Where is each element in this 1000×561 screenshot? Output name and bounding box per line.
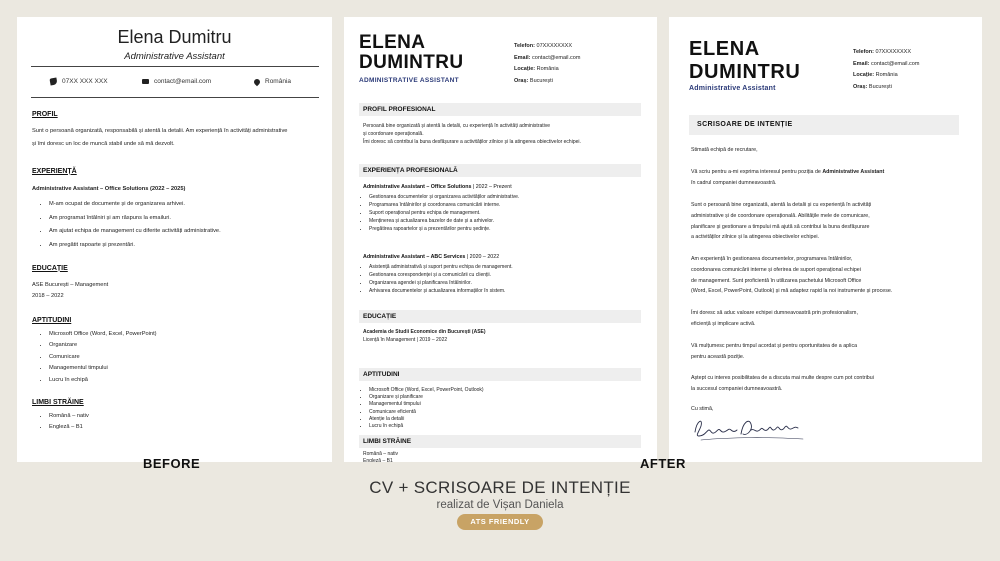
list-item: • Managementul timpului — [369, 401, 484, 408]
phone-icon — [49, 77, 57, 85]
list-item: • Lucru în echipă — [49, 375, 157, 386]
location-pin-icon — [253, 77, 261, 85]
list-item: • Microsoft Office (Word, Excel, PowerPoint, Outlook) — [369, 387, 484, 394]
ats-friendly-badge: ATS FRIENDLY — [457, 514, 543, 530]
profil-text: Persoană bine organizată și atentă la detalii, cu experiență în activități administrative și coordonare operațională. Îmi doresc să contribui la buna desfășurare a activităților zilnice și la atingerea obiectivelor echipei. — [363, 123, 581, 145]
list-item: • Gestionarea corespondenței și a comunicării cu clienții. — [369, 272, 513, 280]
list-item: • Organizarea agendei și planificarea întâlnirilor. — [369, 280, 513, 288]
list-item: • Engleză – B1 — [49, 422, 89, 433]
list-item: • Organizare — [49, 340, 157, 351]
list-item: • Am programat întâlniri și am răspuns la emailuri. — [49, 212, 221, 225]
after-label: AFTER — [640, 456, 686, 471]
letter-closing: Cu stimă, — [691, 406, 714, 412]
section-title-aptitudini: APTITUDINI — [32, 317, 72, 324]
signature — [691, 412, 811, 444]
mail-icon — [142, 79, 149, 85]
section-title-limbi: LIMBI STRĂINE — [32, 399, 84, 406]
job-title: Administrative Assistant – ABC Services | 2020 – 2022 — [363, 254, 500, 260]
list-item: • Atenție la detalii — [369, 416, 484, 423]
job1-list — [369, 194, 519, 234]
contact-email: contact@email.com — [142, 78, 211, 85]
list-item: • Microsoft Office (Word, Excel, PowerPoint) — [49, 329, 157, 340]
section-title-profil: PROFIL PROFESIONAL — [359, 103, 641, 116]
letter-paragraph-1: Vă scriu pentru a-mi exprima interesul pentru poziția de Administrative Assistant în cadrul companiei dumneavoastră. — [691, 169, 885, 186]
letter-name: ELENA DUMINTRU — [689, 38, 801, 83]
contact-phone: 07XX XXX XXX — [50, 78, 108, 85]
contact-block: Telefon: 07XXXXXXXX Email: contact@email.com Locație: România Oraș: București — [514, 43, 581, 84]
list-item: • Menținerea și actualizarea bazelor de date și a arhivelor. — [369, 218, 519, 226]
languages-text: Română – nativ Engleză – B1 — [363, 451, 399, 462]
section-title-aptitudini: APTITUDINI — [359, 368, 641, 381]
before-label: BEFORE — [143, 456, 201, 471]
list-item: • Suport operațional pentru echipa de management. — [369, 210, 519, 218]
list-item: • Pregătirea rapoartelor și a prezentărilor pentru ședințe. — [369, 226, 519, 234]
contact-block: Telefon: 07XXXXXXXX Email: contact@email.com Locație: România Oraș: București — [853, 49, 920, 90]
list-item: • Română – nativ — [49, 411, 89, 422]
list-item: • Managementul timpului — [49, 363, 157, 374]
list-item: • Asistență administrativă și suport pentru echipa de management. — [369, 264, 513, 272]
letter-title: SCRISOARE DE INTENȚIE — [689, 115, 959, 135]
section-title-profil: PROFIL — [32, 111, 58, 118]
list-item: • Comunicare — [49, 352, 157, 363]
job-title: Administrative Assistant – Office Solutions | 2022 – Prezent — [363, 184, 512, 190]
languages-list — [49, 411, 89, 434]
job-title: Administrative Assistant – Office Solutions (2022 – 2025) — [32, 186, 186, 192]
section-title-educatie: EDUCAȚIE — [32, 265, 68, 272]
list-item: • Arhivarea documentelor și actualizarea informațiilor în sistem. — [369, 288, 513, 296]
education-text: Academia de Studii Economice din București (ASE) Licență în Management | 2019 – 2022 — [363, 329, 486, 343]
before-cv-page — [17, 17, 332, 462]
job2-list — [369, 264, 513, 296]
cv-role: Administrative Assistant — [124, 51, 225, 62]
list-item: • Am pregătit rapoarte și prezentări. — [49, 239, 221, 252]
list-item: • Programarea întâlnirilor și coordonarea comunicării interne. — [369, 202, 519, 210]
section-title-limbi: LIMBI STRĂINE — [359, 435, 641, 448]
contact-row — [47, 78, 307, 90]
cv-name: Elena Dumitru — [117, 27, 232, 47]
divider — [31, 97, 319, 98]
list-item: • Am ajutat echipa de management cu diferite activități administrative. — [49, 225, 221, 238]
contact-location: România — [254, 78, 291, 85]
profil-text: Sunt o persoană organizată, responsabilă și atentă la detalii. Am experiență în activități administrative și îmi doresc un loc de muncă stabil unde să mă dezvolt. — [32, 128, 288, 147]
letter-paragraph-2: Sunt o persoană bine organizată, atentă la detalii și cu experiență în activități administrative și de coordonare operațională. Abilitățile mele de comunicare, planificare și gestionare a timpului mă ajută să contribui la buna desfășurare a activităților zilnice și la atingerea obiectivelor echipei. — [691, 202, 872, 241]
skills-list — [49, 329, 157, 386]
letter-paragraph-3: Am experiență în gestionarea documentelor, programarea întâlnirilor, coordonarea comunicării interne și oferirea de suport operațional echipei de management. Sunt proficientă în utilizarea pachetului Microsoft Office (Word, Excel, PowerPoint, Outlook) și mă adaptez rapid la noi instrumente și procese. — [691, 256, 893, 295]
letter-paragraph-5: Vă mulțumesc pentru timpul acordat și pentru oportunitatea de a aplica pentru această poziție. — [691, 343, 858, 360]
cv-name: ELENA DUMINTRU — [359, 32, 464, 73]
letter-greeting: Stimată echipă de recrutare, — [691, 147, 758, 153]
list-item: • Lucru în echipă — [369, 423, 484, 430]
letter-paragraph-4: Îmi doresc să aduc valoare echipei dumneavoastră prin profesionalism, eficiență și implicare activă. — [691, 310, 858, 327]
list-item: • Comunicare eficientă — [369, 409, 484, 416]
after-cv-page — [344, 17, 657, 462]
cover-letter-page — [669, 17, 982, 462]
list-item: • Gestionarea documentelor și organizarea activităților administrative. — [369, 194, 519, 202]
section-title-educatie: EDUCAȚIE — [359, 310, 641, 323]
cv-role: ADMINISTRATIVE ASSISTANT — [359, 77, 459, 84]
footer-title: CV + SCRISOARE DE INTENȚIE — [369, 478, 631, 497]
letter-role: Administrative Assistant — [689, 85, 776, 92]
list-item: • M-am ocupat de documente și de organizarea arhivei. — [49, 198, 221, 211]
list-item: • Organizare și planificare — [369, 394, 484, 401]
section-title-experienta: EXPERIENȚĂ — [32, 168, 77, 175]
divider — [31, 66, 319, 67]
experience-list — [49, 198, 221, 251]
section-title-experienta: EXPERIENȚA PROFESIONALĂ — [359, 164, 641, 177]
education-text: ASE București – Management 2018 – 2022 — [32, 282, 109, 299]
letter-paragraph-6: Aștept cu interes posibilitatea de a discuta mai multe despre cum pot contribui la succesul companiei dumneavoastră. — [691, 375, 874, 392]
skills-list — [369, 387, 484, 430]
footer-subtitle: realizat de Vișan Daniela — [436, 499, 564, 511]
